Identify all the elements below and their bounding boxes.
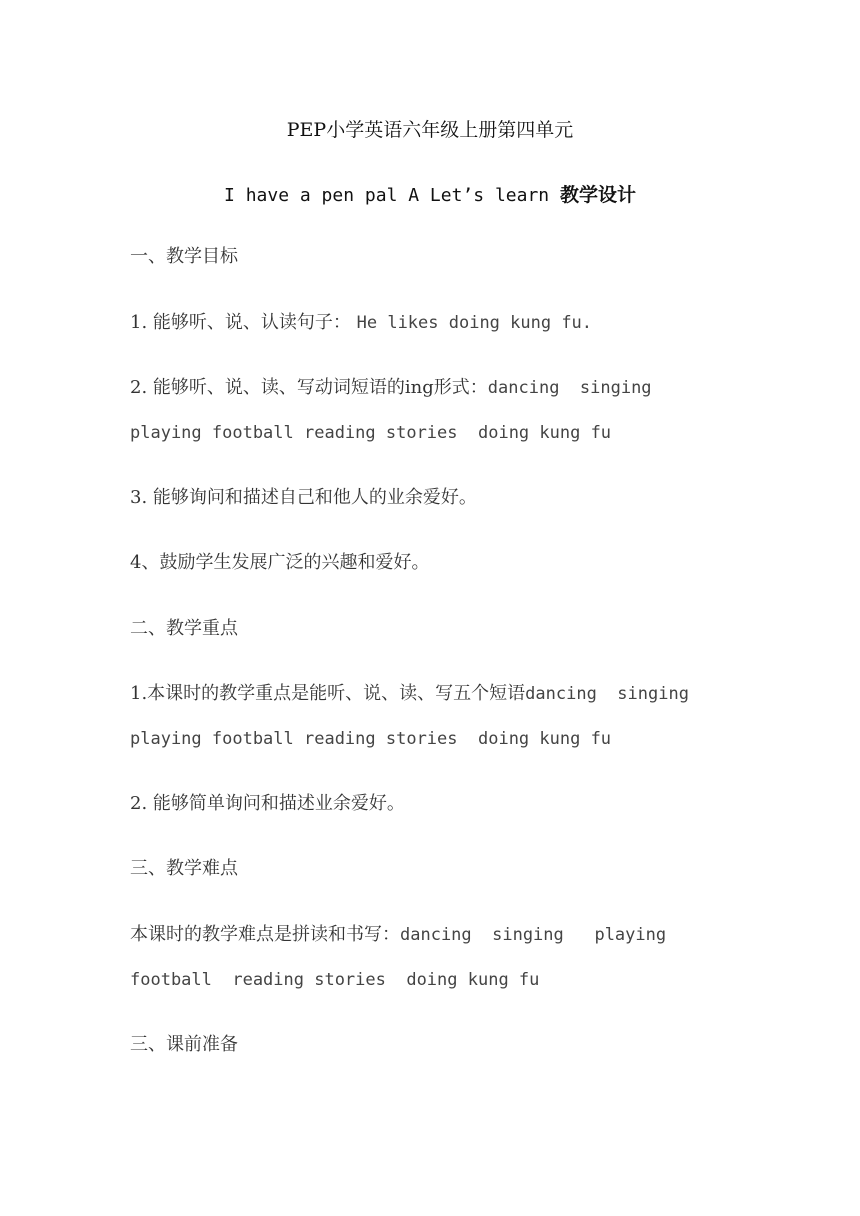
goal-item-1 [130,311,750,335]
keypoint-item-2: 2. 能够简单询问和描述业余爱好。 [130,793,405,814]
goal-2-english-line2: playing football reading stories doing kung fu [130,423,612,443]
section-heading-preparation: 三、课前准备 [130,1034,238,1055]
keypoint-item-1 [130,682,750,706]
document-title: PEP小学英语六年级上册第四单元 [286,119,574,141]
goal-1-english: He likes doing kung fu. [356,313,593,333]
section-heading-difficulties: 三、教学难点 [130,858,238,879]
goal-item-2 [130,376,750,400]
keypoint-item-1-continued [130,727,750,751]
difficulty-item-continued [130,968,750,992]
difficulty-english-line2: football reading stories doing kung fu [130,970,540,990]
difficulty-item [130,923,750,947]
goal-item-4: 4、鼓励学生发展广泛的兴趣和爱好。 [130,552,430,573]
document-subtitle [0,180,860,207]
difficulty-text: 本课时的教学难点是拼读和书写： [130,924,400,945]
section-heading-keypoints: 二、教学重点 [130,618,238,639]
goal-1-text: 1. 能够听、说、认读句子： [130,312,357,333]
difficulty-english-line1: dancing singing playing [400,925,667,945]
goal-2-english-line1: dancing singing [487,378,652,398]
keypoint-1-english-line1: dancing singing [525,684,689,704]
subtitle-chinese: 教学设计 [559,184,636,206]
keypoint-1-text: 1.本课时的教学重点是能听、说、读、写五个短语 [130,683,526,704]
goal-item-2-continued [130,421,750,445]
section-heading-goals: 一、教学目标 [130,246,238,267]
keypoint-1-english-line2: playing football reading stories doing kung fu [130,729,612,749]
goal-item-3: 3. 能够询问和描述自己和他人的业余爱好。 [130,487,477,508]
subtitle-english: I have a pen pal A Let’s learn [224,185,560,206]
goal-2-text: 2. 能够听、说、读、写动词短语的ing形式： [130,377,488,398]
